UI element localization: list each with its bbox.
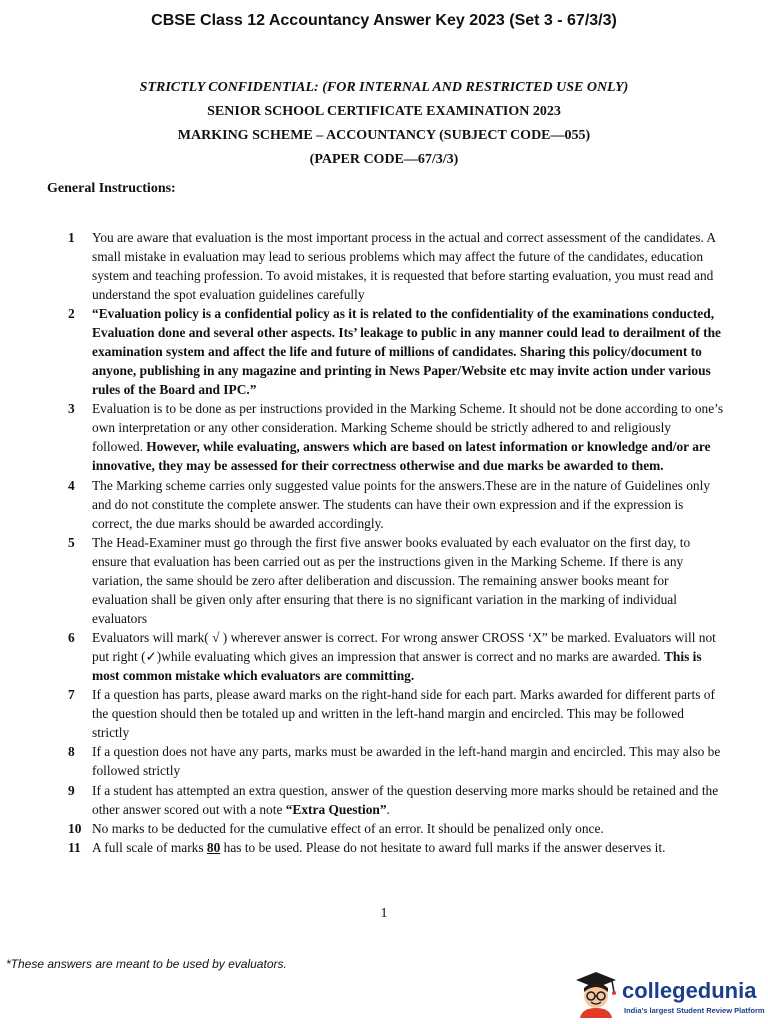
instruction-text-part: 80: [206, 839, 221, 855]
general-instructions-heading: General Instructions:: [47, 181, 176, 196]
instruction-item: [68, 476, 724, 533]
instruction-text: [92, 838, 724, 857]
page-number: 1: [380, 906, 388, 921]
instructions-list: [68, 228, 724, 857]
instruction-text: [92, 685, 724, 742]
instruction-text-part: Evaluation is to be done as per instructions provided in the Marking Scheme. It should not be done according to one’s own interpretation or any other consideration. Marking Scheme should be strictly adhered to and religiously followed.: [92, 401, 724, 455]
footnote: *These answers are meant to be used by evaluators.: [6, 957, 287, 971]
instruction-number: 9: [68, 782, 75, 798]
instruction-text-part: However, while evaluating, answers which are based on latest information or knowledge and/or are innovative, they may be assessed for their correctness otherwise and due marks be awarded to them.: [92, 439, 711, 474]
instruction-text: [92, 819, 724, 838]
instruction-text-part: If a question does not have any parts, marks must be awarded in the left-hand margin and encircled. This may also be followed strictly: [92, 744, 721, 779]
instruction-text-part: The Head-Examiner must go through the first five answer books evaluated by each evaluator on the first day, to ensure that evaluation has been carried out as per the instructions given in the Marking Scheme. If there is any variation, the same should be zero after deliberation and discussion. The remaining answer books meant for evaluation shall be given only after ensuring that there is no significant variation in the marking of individual evaluators: [92, 534, 691, 626]
instruction-text-part: This is most common mistake which evaluators are committing.: [92, 648, 702, 683]
instruction-number: 10: [68, 820, 82, 836]
brand-tagline: India's largest Student Review Platform: [624, 1006, 765, 1015]
instruction-number: 1: [68, 230, 75, 245]
instruction-item: [68, 628, 724, 685]
instruction-text-part: A full scale of marks: [92, 839, 207, 855]
instruction-number: 3: [68, 401, 75, 417]
instruction-text: [92, 533, 724, 628]
instruction-text: [92, 628, 724, 685]
mascot-icon: [570, 966, 620, 1018]
instruction-item: [68, 742, 724, 780]
instruction-item: [68, 304, 724, 399]
document-banner-title: CBSE Class 12 Accountancy Answer Key 2023 (Set 3 - 67/3/3): [151, 12, 617, 29]
instruction-text-part: “Evaluation policy is a confidential policy as it is related to the confidentiality of the examinations conducted, Evaluation done and several other aspects. Its’ leakage to public in any manner could lead to derailment of the examination system and affect the life and future of millions of candidates. Sharing this policy/document to anyone, publishing in any magazine and printing in News Paper/Website etc may invite action under various rules of the Board and IPC.”: [92, 306, 721, 398]
instruction-text-part: “Extra Question”: [285, 801, 387, 817]
instruction-text: [92, 399, 724, 475]
instruction-text: [92, 228, 724, 304]
instruction-text-part: You are aware that evaluation is the most important process in the actual and correct assessment of the candidates. A small mistake in evaluation may lead to serious problems which may affect the future of the candidates, education system and teaching profession. To avoid mistakes, it is requested that before starting evaluation, you must read and understand the spot evaluation guidelines carefully: [92, 230, 716, 302]
instruction-text: [92, 781, 724, 819]
instruction-number: 5: [68, 534, 75, 550]
instruction-number: 11: [68, 839, 81, 855]
instruction-text-part: If a student has attempted an extra question, answer of the question deserving more marks should be retained and the other answer scored out with a note: [92, 782, 719, 817]
instruction-item: [68, 819, 724, 838]
instruction-number: 8: [68, 744, 75, 760]
brand-name: collegedunia: [622, 978, 757, 1003]
instruction-item: [68, 228, 724, 304]
instruction-text: [92, 742, 724, 780]
instruction-text-part: If a question has parts, please award marks on the right-hand side for each part. Marks awarded for different parts of the question should then be totaled up and written in the left-hand margin and encircled. This may be followed strictly: [92, 687, 715, 741]
instruction-text: [92, 476, 724, 533]
instruction-item: [68, 533, 724, 628]
instruction-text-part: Evaluators will mark( √ ) wherever answer is correct. For wrong answer CROSS ‘X” be marked. Evaluators will not put right (✓)while evaluating which gives an impression that answer is correct and no marks are awarded.: [92, 629, 716, 664]
instruction-item: [68, 838, 724, 857]
instruction-text-part: .: [386, 801, 390, 817]
instruction-number: 7: [68, 687, 75, 703]
instruction-item: [68, 685, 724, 742]
exam-heading: SENIOR SCHOOL CERTIFICATE EXAMINATION 2023: [207, 104, 561, 119]
instruction-text-part: has to be used. Please do not hesitate to award full marks if the answer deserves it.: [220, 839, 666, 855]
confidential-heading: STRICTLY CONFIDENTIAL: (FOR INTERNAL AND RESTRICTED USE ONLY): [139, 80, 629, 95]
instruction-number: 4: [68, 477, 75, 493]
marking-scheme-heading: MARKING SCHEME – ACCOUNTANCY (SUBJECT CODE—055): [177, 128, 591, 143]
instruction-number: 2: [68, 306, 75, 322]
instruction-text: [92, 304, 724, 399]
instruction-text-part: No marks to be deducted for the cumulative effect of an error. It should be penalized only once.: [92, 820, 604, 836]
instruction-text-part: The Marking scheme carries only suggested value points for the answers.These are in the nature of Guidelines only and do not constitute the complete answer. The students can have their own expression and if the expression is correct, the due marks should be awarded accordingly.: [92, 477, 711, 531]
collegedunia-logo[interactable]: [570, 966, 766, 1018]
instruction-number: 6: [68, 629, 75, 645]
paper-code-heading: (PAPER CODE—67/3/3): [309, 152, 459, 167]
instruction-item: [68, 781, 724, 819]
instruction-item: [68, 399, 724, 475]
